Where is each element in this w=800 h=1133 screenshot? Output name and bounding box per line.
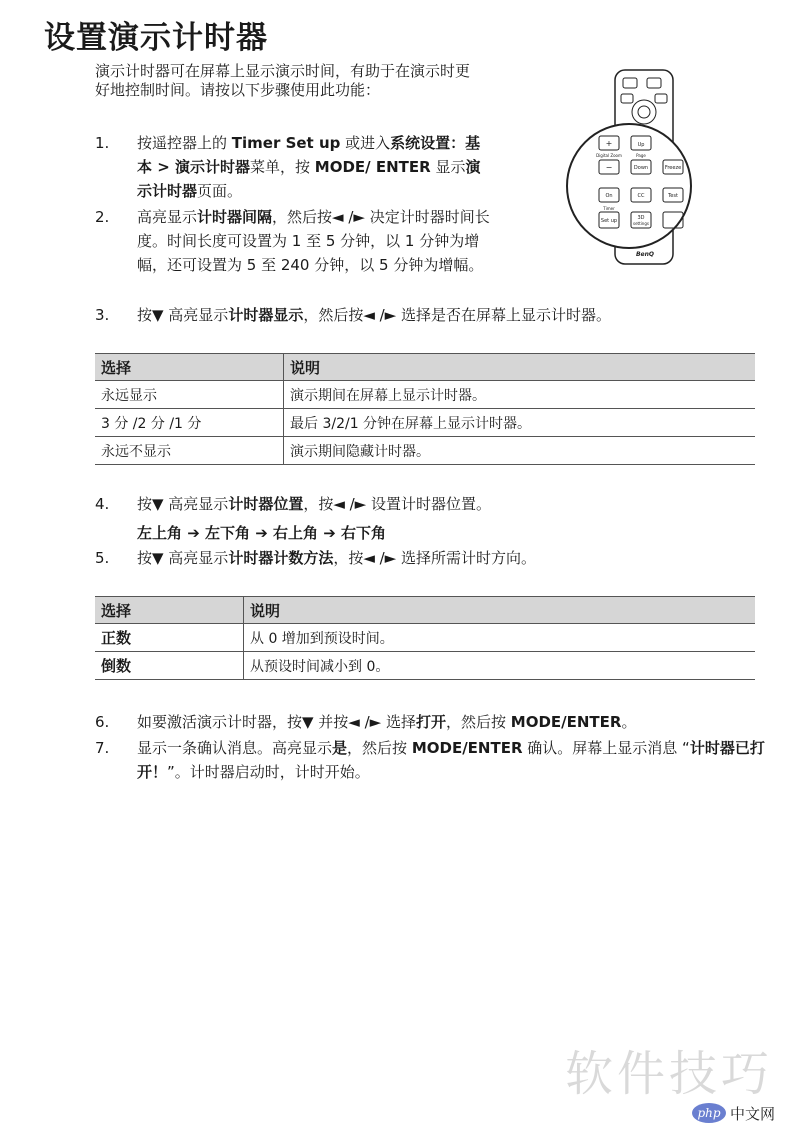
table-row: 倒数 从预设时间减小到 0。 (95, 652, 755, 680)
remote-key-test: Test (668, 193, 678, 199)
remote-label-page: Page (636, 153, 646, 158)
remote-brand: BenQ (635, 251, 655, 258)
step-4: 4. 按▼ 高亮显示计时器位置，按◄ /► 设置计时器位置。 (95, 495, 491, 513)
step-3: 3. 按▼ 高亮显示计时器显示，然后按◄ /► 选择是否在屏幕上显示计时器。 (95, 306, 611, 324)
table-header: 说明 (244, 597, 756, 624)
table-header: 说明 (284, 354, 756, 381)
remote-key-cc: CC (637, 193, 645, 199)
site-badge-text: 中文网 (730, 1104, 776, 1123)
page-title: 设置演示计时器 (44, 20, 268, 56)
timer-display-table (95, 353, 755, 465)
timer-position-sequence: 左上角 ➔ 左下角 ➔ 右上角 ➔ 右下角 (137, 524, 387, 542)
table-row: 永远显示 演示期间在屏幕上显示计时器。 (95, 381, 755, 409)
step-5: 5. 按▼ 高亮显示计时器计数方法，按◄ /► 选择所需计时方向。 (95, 549, 536, 567)
remote-key-setup: Set up (600, 218, 618, 224)
step-2: 2. 高亮显示计时器间隔，然后按◄ /► 决定计时器时间长度。时间长度可设置为 1 至 5 分钟，以 1 分钟为增幅，还可设置为 5 至 240 分钟，以 5 分钟为增幅。 (95, 208, 490, 274)
watermark-text: 软件技巧 (565, 1046, 774, 1102)
remote-key-minus: − (605, 163, 613, 172)
php-logo-icon: php (692, 1103, 726, 1123)
table-row: 3 分 /2 分 /1 分 最后 3/2/1 分钟在屏幕上显示计时器。 (95, 409, 755, 437)
remote-label-digital-zoom: Digital Zoom (596, 153, 622, 158)
site-badge (692, 1098, 792, 1128)
remote-key-plus: + (605, 139, 613, 148)
step-6: 6. 如要激活演示计时器，按▼ 并按◄ /► 选择打开，然后按 MODE/ENTER。 (95, 713, 637, 731)
table-header: 选择 (95, 597, 244, 624)
count-method-table (95, 596, 755, 680)
step-7: 7. 显示一条确认消息。高亮显示是，然后按 MODE/ENTER 确认。屏幕上显示消息 “计时器已打开！”。计时器启动时，计时开始。 (95, 739, 765, 781)
remote-control-illustration (565, 66, 697, 266)
remote-label-timer: Timer (603, 206, 615, 211)
table-row: 永远不显示 演示期间隐藏计时器。 (95, 437, 755, 465)
remote-key-down: Down (633, 165, 649, 171)
remote-key-on: On (605, 193, 613, 199)
remote-key-settings: settings (633, 221, 649, 226)
remote-key-freeze: Freeze (664, 165, 682, 171)
table-header: 选择 (95, 354, 284, 381)
step-1: 1. 按遥控器上的 Timer Set up 或进入系统设置：基本 > 演示计时器菜单，按 MODE/ ENTER 显示演示计时器页面。 (95, 134, 481, 200)
remote-key-up: Up (637, 142, 645, 148)
table-row: 正数 从 0 增加到预设时间。 (95, 624, 755, 652)
intro-paragraph: 演示计时器可在屏幕上显示演示时间，有助于在演示时更好地控制时间。请按以下步骤使用此功能： (95, 62, 471, 99)
remote-key-3d: 3D (637, 215, 645, 221)
